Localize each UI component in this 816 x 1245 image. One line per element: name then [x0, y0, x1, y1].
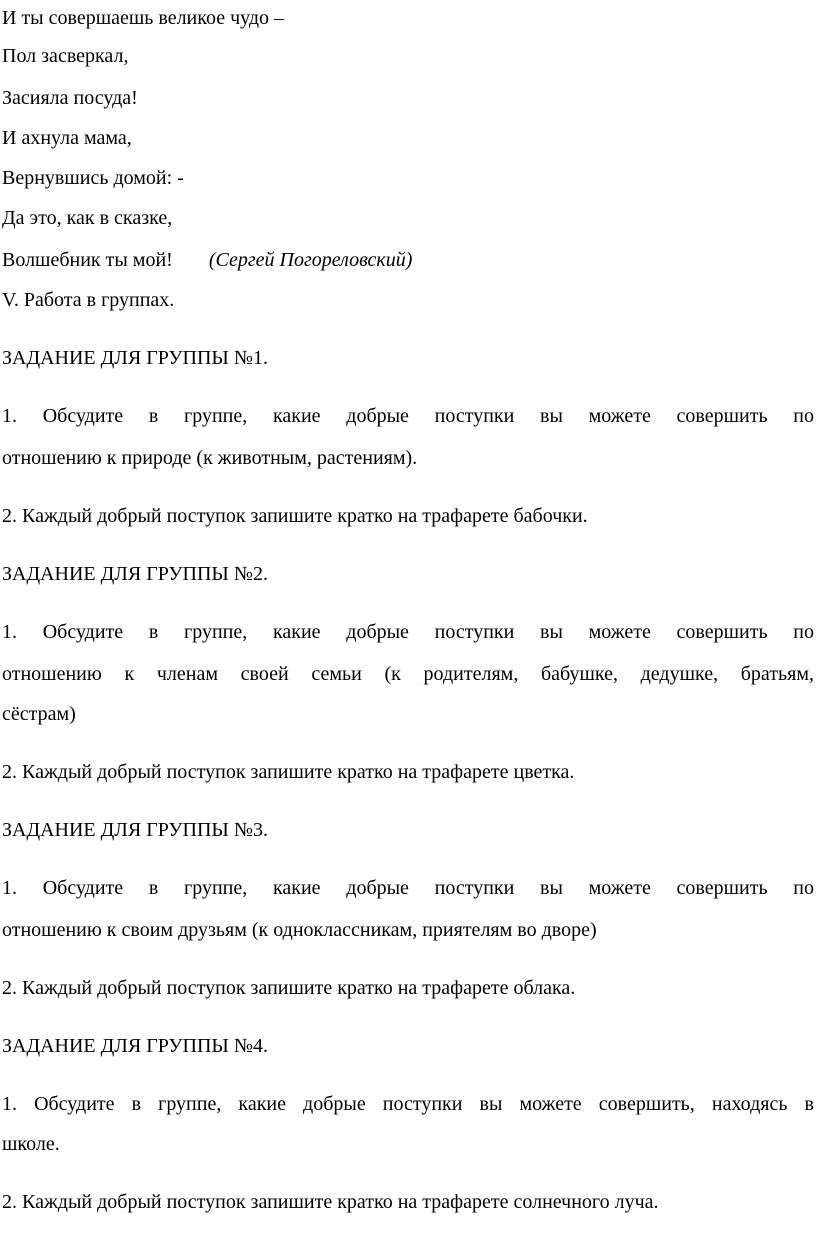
- poem-line: Волшебник ты мой!: [2, 249, 173, 271]
- poem-author: (Сергей Погореловский): [208, 249, 413, 271]
- group-title: ЗАДАНИЕ ДЛЯ ГРУППЫ №2.: [2, 563, 268, 585]
- poem-line: Да это, как в сказке,: [2, 207, 173, 229]
- task-line: 1. Обсудите в группе, какие добрые поступки вы можете совершить, находясь в: [2, 1093, 814, 1115]
- task-line: отношению к природе (к животным, растениям).: [2, 447, 418, 469]
- task-line: 2. Каждый добрый поступок запишите кратко на трафарете солнечного луча.: [2, 1191, 659, 1213]
- poem-line: Засияла посуда!: [2, 87, 138, 109]
- group-title: ЗАДАНИЕ ДЛЯ ГРУППЫ №1.: [2, 347, 268, 369]
- task-line: школе.: [2, 1133, 60, 1155]
- task-line: 1. Обсудите в группе, какие добрые поступки вы можете совершить по: [2, 877, 814, 899]
- task-line: 1. Обсудите в группе, какие добрые поступки вы можете совершить по: [2, 405, 814, 427]
- poem-line: Вернувшись домой: -: [2, 167, 184, 189]
- group-title: ЗАДАНИЕ ДЛЯ ГРУППЫ №3.: [2, 819, 268, 841]
- task-line: отношению к членам своей семьи (к родителям, бабушке, дедушке, братьям,: [2, 663, 814, 685]
- task-line: отношению к своим друзьям (к одноклассникам, приятелям во дворе): [2, 919, 597, 941]
- task-line: 2. Каждый добрый поступок запишите кратко на трафарете облака.: [2, 977, 576, 999]
- task-line: 2. Каждый добрый поступок запишите кратко на трафарете цветка.: [2, 761, 575, 783]
- section-heading: V. Работа в группах.: [2, 289, 175, 311]
- task-line: 1. Обсудите в группе, какие добрые поступки вы можете совершить по: [2, 621, 814, 643]
- poem-line: И ты совершаешь великое чудо –: [2, 7, 285, 29]
- task-line: 2. Каждый добрый поступок запишите кратко на трафарете бабочки.: [2, 505, 588, 527]
- task-line: сёстрам): [2, 703, 76, 725]
- poem-line: Пол засверкал,: [2, 45, 129, 67]
- poem-line: И ахнула мама,: [2, 127, 132, 149]
- group-title: ЗАДАНИЕ ДЛЯ ГРУППЫ №4.: [2, 1035, 268, 1057]
- poem-last-line: [2, 248, 412, 272]
